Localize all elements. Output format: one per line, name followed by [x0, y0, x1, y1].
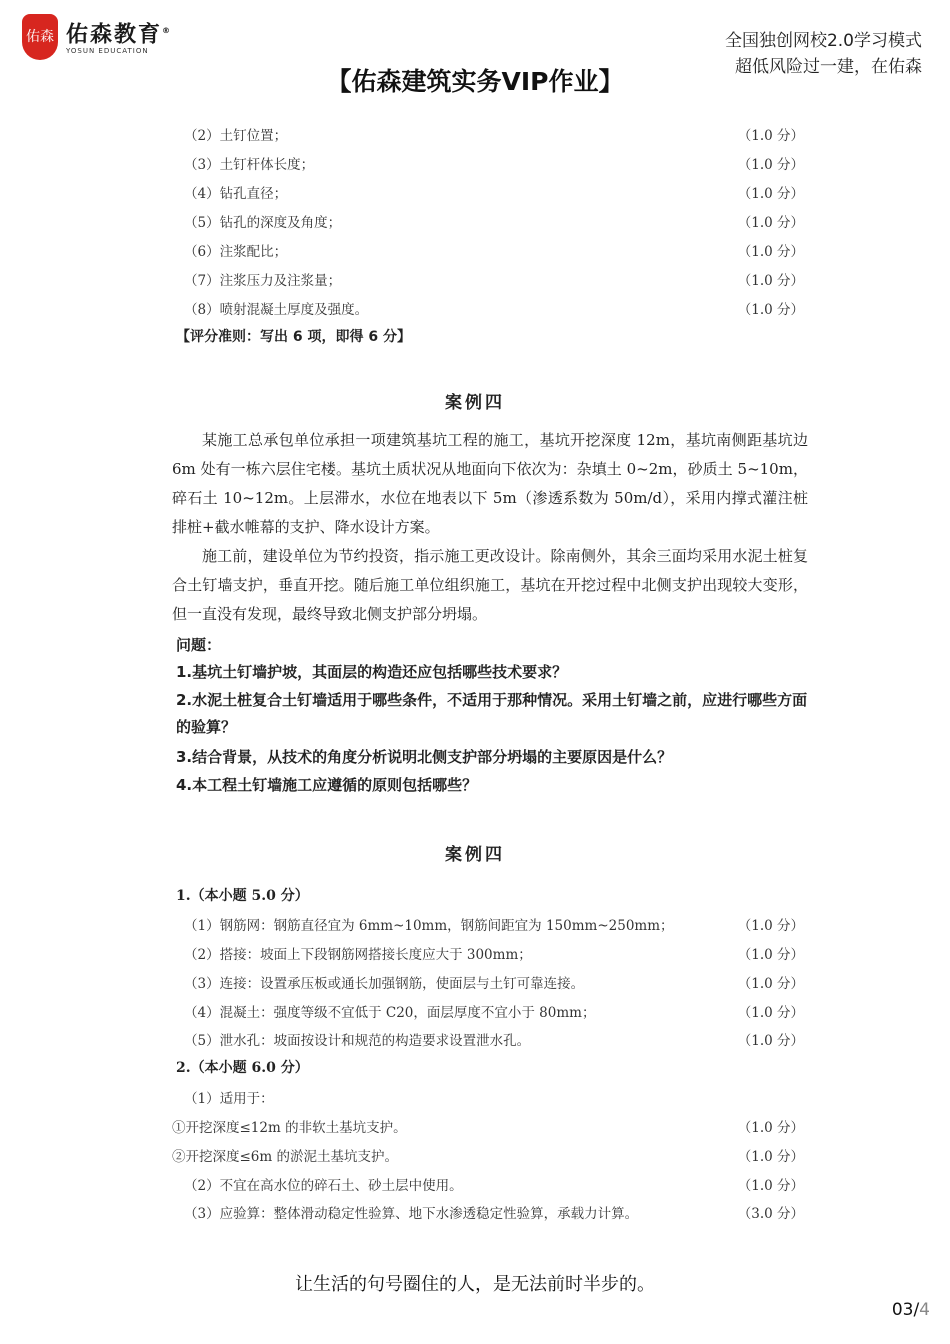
question-item: 2.水泥土桩复合土钉墙适用于哪些条件，不适用于那种情况。采用土钉墙之前，应进行哪些方面的验算？ [176, 691, 808, 736]
list-item: （3）土钉杆体长度； （1.0 分） [184, 157, 804, 173]
list-item: （8）喷射混凝土厚度及强度。 （1.0 分） [184, 302, 804, 318]
list-item: （3）应验算：整体滑动稳定性验算、地下水渗透稳定性验算，承载力计算。 （3.0 分） [184, 1206, 804, 1222]
brand-name: 佑森教育® [66, 22, 173, 48]
slogan-line-1: 全国独创网校2.0学习模式 [724, 31, 922, 51]
question-item: 4.本工程土钉墙施工应遵循的原则包括哪些？ [176, 776, 478, 794]
slogan-line-2: 超低风险过一建，在佑森 [735, 57, 922, 77]
case-heading: 案例四 [445, 393, 505, 413]
list-item: （4）混凝土：强度等级不宜低于 C20，面层厚度不宜小于 80mm； （1.0 分） [184, 1005, 804, 1021]
brand-name-en: YOSUN EDUCATION [66, 47, 149, 56]
question-item: 3.结合背景，从技术的角度分析说明北侧支护部分坍塌的主要原因是什么？ [176, 748, 673, 766]
list-item: （5）钻孔的深度及角度； （1.0 分） [184, 215, 804, 231]
list-item: （4）钻孔直径； （1.0 分） [184, 186, 804, 202]
brand-logo [22, 14, 172, 60]
answer-heading: 案例四 [445, 845, 505, 865]
list-item: （2）不宜在高水位的碎石土、砂土层中使用。 （1.0 分） [184, 1178, 804, 1194]
answer-1-heading: 1.（本小题 5.0 分） [176, 888, 309, 904]
question-item: 1.基坑土钉墙护坡，其面层的构造还应包括哪些技术要求？ [176, 663, 568, 681]
list-item: ②开挖深度≤6m 的淤泥土基坑支护。 （1.0 分） [172, 1149, 804, 1165]
brand-text [66, 19, 172, 55]
list-item: （2）搭接：坡面上下段钢筋网搭接长度应大于 300mm； （1.0 分） [184, 947, 804, 963]
list-item: （6）注浆配比； （1.0 分） [184, 244, 804, 260]
list-item: ①开挖深度≤12m 的非软土基坑支护。 （1.0 分） [172, 1120, 804, 1136]
list-item: （5）泄水孔：坡面按设计和规范的构造要求设置泄水孔。 （1.0 分） [184, 1033, 804, 1049]
list-item: （2）土钉位置； （1.0 分） [184, 128, 804, 144]
questions-label: 问题： [176, 636, 222, 654]
footer-quote: 让生活的句号圈住的人，是无法前时半步的。 [295, 1274, 655, 1295]
list-item: （1）适用于： [184, 1091, 274, 1107]
scoring-rule: 【评分准则：写出 6 项，即得 6 分】 [176, 329, 411, 345]
list-item: （3）连接：设置承压板或通长加强钢筋，使面层与土钉可靠连接。 （1.0 分） [184, 976, 804, 992]
answer-2-heading: 2.（本小题 6.0 分） [176, 1060, 309, 1076]
registered-mark: ® [162, 25, 173, 35]
case-paragraph: 某施工总承包单位承担一项建筑基坑工程的施工，基坑开挖深度 12m，基坑南侧距基坑边 6m 处有一栋六层住宅楼。基坑土质状况从地面向下依次为：杂填土 0~2m，砂质土 5~10m，碎石土 10~12m。上层滞水，水位在地表以下 5m（渗透系数为 50m/d），采用内撑式灌注桩排桩+截水帷幕的支护、降水设计方案。 [172, 431, 808, 536]
brand-seal-text: 佑森 [26, 28, 54, 45]
document-title: 【佑森建筑实务VIP作业】 [326, 67, 624, 96]
brand-seal [22, 14, 58, 60]
page-number: 03/4 [891, 1300, 930, 1320]
list-item: （7）注浆压力及注浆量； （1.0 分） [184, 273, 804, 289]
list-item: （1）钢筋网：钢筋直径宜为 6mm~10mm，钢筋间距宜为 150mm~250mm； （1.0 分） [184, 918, 804, 934]
case-paragraph: 施工前，建设单位为节约投资，指示施工更改设计。除南侧外，其余三面均采用水泥土桩复合土钉墙支护，垂直开挖。随后施工单位组织施工，基坑在开挖过程中北侧支护出现较大变形，但一直没有发现，最终导致北侧支护部分坍塌。 [172, 547, 808, 623]
